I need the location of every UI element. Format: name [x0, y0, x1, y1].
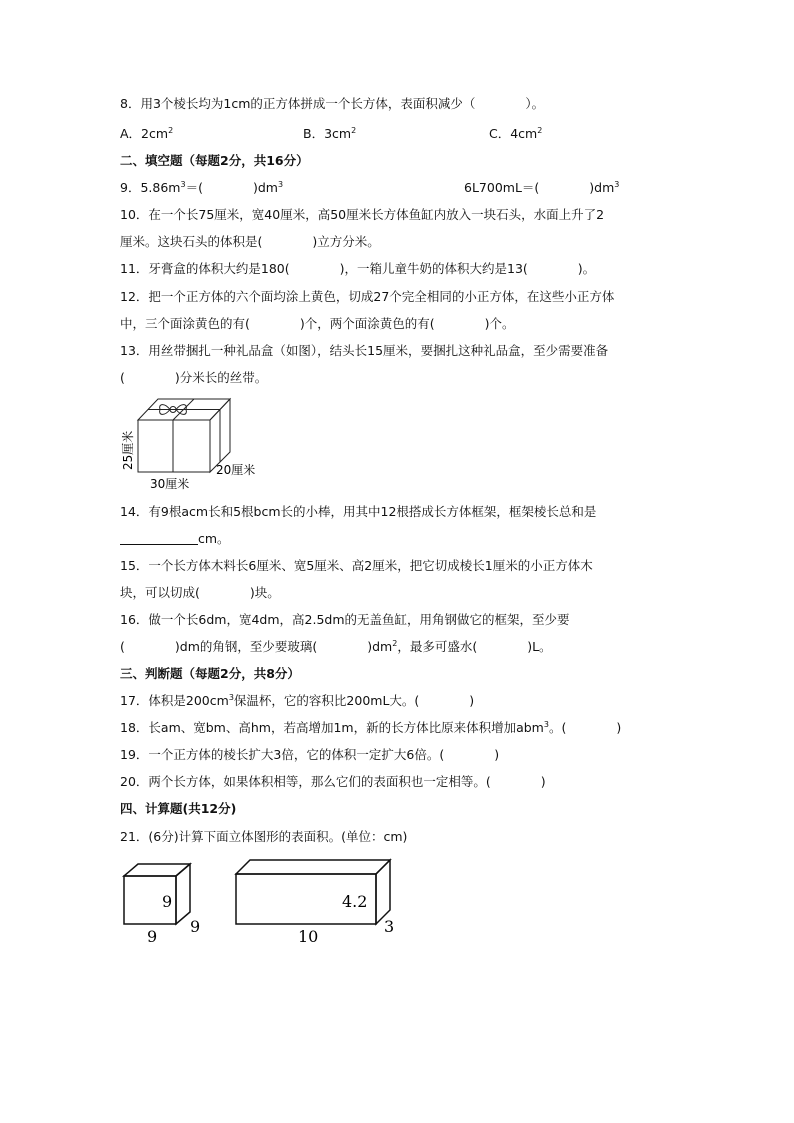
question-20: 20．两个长方体，如果体积相等，那么它们的表面积也一定相等。( ) [120, 774, 546, 789]
question-18: 18．长am、宽bm、高hm，若高增加1m，新的长方体比原来体积增加abm$^3$。( ) [120, 720, 622, 735]
cuboid-length-label: 10 [298, 927, 319, 946]
question-14-line1: 14．有9根acm长和5根bcm长的小棒，用其中12根搭成长方体框架，框架棱长总和是 [120, 504, 597, 519]
cuboid-figure [228, 852, 408, 948]
question-13-line2: ( )分米长的丝带。 [120, 370, 268, 385]
question-12-line1: 12．把一个正方体的六个面均涂上黄色，切成27个完全相同的小正方体，在这些小正方体 [120, 289, 615, 304]
question-15-line1: 15．一个长方体木料长6厘米、宽5厘米、高2厘米，把它切成棱长1厘米的小正方体木 [120, 558, 593, 573]
option-b: B．$3cm^2$ [303, 126, 357, 141]
option-a: A．$2cm^2$ [120, 126, 174, 141]
answer-blank [120, 532, 198, 545]
cuboid-height-label: 4.2 [342, 892, 368, 911]
question-9-b: 6L700mL＝( )$dm^3$ [464, 180, 620, 195]
question-16-line2: ( )dm的角钢，至少要玻璃( )$dm^2$，最多可盛水( )L。 [120, 639, 552, 654]
question-10-line2: 厘米。这块石头的体积是( )立方分米。 [120, 234, 380, 249]
question-16-line1: 16．做一个长6dm，宽4dm，高2.5dm的无盖鱼缸，用角钢做它的框架，至少要 [120, 612, 570, 627]
cube-length-label: 9 [147, 927, 158, 946]
question-11: 11．牙膏盒的体积大约是180( )，一箱儿童牛奶的体积大约是13( )。 [120, 261, 596, 276]
question-15-line2: 块，可以切成( )块。 [120, 585, 280, 600]
cube-width-label: 9 [190, 917, 201, 936]
gift-box-height-label: 25厘米 [121, 430, 135, 470]
question-12-line2: 中，三个面涂黄色的有( )个，两个面涂黄色的有( )个。 [120, 316, 515, 331]
option-c: C．$4cm^2$ [489, 126, 543, 141]
gift-box-width-label: 20厘米 [216, 463, 256, 477]
question-8: 8．用3个棱长均为1cm的正方体拼成一个长方体，表面积减少（ ）。 [120, 96, 545, 111]
question-13-line1: 13．用丝带捆扎一种礼品盒（如图），结头长15厘米，要捆扎这种礼品盒，至少需要准备 [120, 343, 609, 358]
question-9-a: 9．$5.86m^3=$( )$dm^3$ [120, 180, 284, 195]
section-judge-heading: 三、判断题（每题2分，共8分） [120, 666, 300, 681]
cube-figure [116, 860, 216, 946]
question-21: 21．(6分)计算下面立体图形的表面积。(单位：cm) [120, 829, 408, 844]
question-14-line2: cm。 [120, 531, 230, 547]
question-17: 17．体积是$200cm^3$保温杯，它的容积比200mL大。( ) [120, 693, 475, 708]
section-calc-heading: 四、计算题(共12分) [120, 801, 237, 816]
gift-box-length-label: 30厘米 [150, 477, 190, 491]
gift-box-figure [112, 392, 272, 492]
cube-height-label: 9 [162, 892, 173, 911]
cuboid-width-label: 3 [384, 917, 395, 936]
question-10-line1: 10．在一个长75厘米，宽40厘米，高50厘米长方体鱼缸内放入一块石头，水面上升了2 [120, 207, 605, 222]
section-fill-heading: 二、填空题（每题2分，共16分） [120, 153, 309, 168]
question-19: 19．一个正方体的棱长扩大3倍，它的体积一定扩大6倍。( ) [120, 747, 500, 762]
